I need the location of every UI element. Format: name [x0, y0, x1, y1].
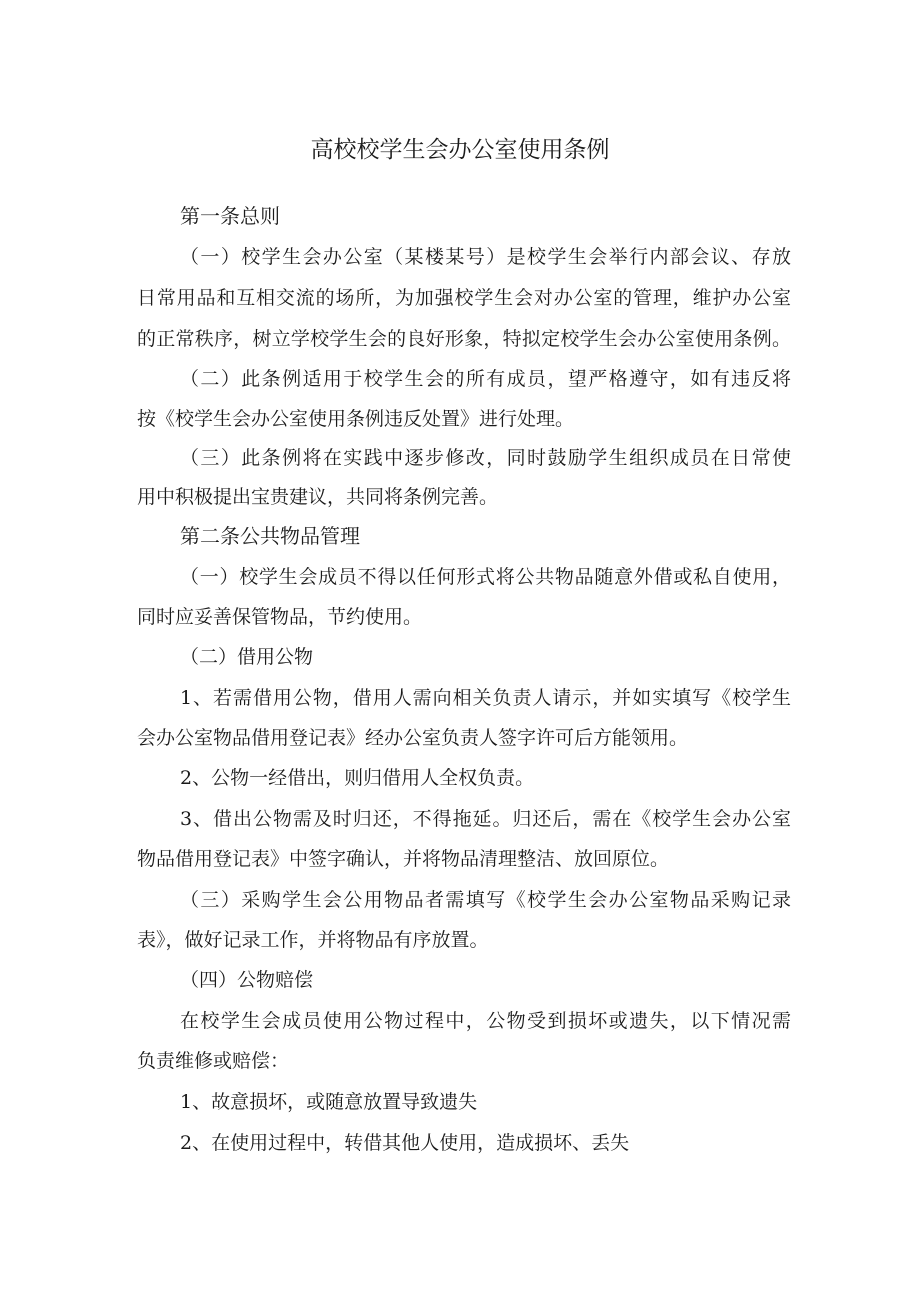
paragraph-line: 物品借用登记表》中签字确认，并将物品清理整洁、放回原位。 — [137, 848, 670, 870]
paragraph-line: 同时应妥善保管物品，节约使用。 — [137, 606, 423, 628]
paragraph-line: 2、公物一经借出，则归借用人全权负责。 — [180, 767, 535, 789]
paragraph-line: （二）此条例适用于校学生会的所有成员，望严格遵守，如有违反将 — [180, 368, 791, 390]
paragraph-line: 的正常秩序，树立学校学生会的良好形象，特拟定校学生会办公室使用条例。 — [137, 328, 791, 350]
paragraph-line: 在校学生会成员使用公物过程中，公物受到损坏或遗失，以下情况需 — [180, 1010, 791, 1032]
paragraph-line: （一）校学生会成员不得以任何形式将公共物品随意外借或私自使用， — [180, 566, 791, 588]
paragraph-line: 表》，做好记录工作，并将物品有序放置。 — [137, 929, 489, 951]
paragraph-line: 日常用品和互相交流的场所，为加强校学生会对办公室的管理，维护办公室 — [137, 287, 791, 309]
paragraph-line: 按《校学生会办公室使用条例违反处置》进行处理。 — [137, 408, 575, 430]
paragraph-line: （一）校学生会办公室（某楼某号）是校学生会举行内部会议、存放 — [180, 246, 791, 268]
paragraph-line: 2、在使用过程中，转借其他人使用，造成损坏、丢失 — [180, 1132, 630, 1154]
section-heading-1: 第一条总则 — [180, 204, 280, 228]
section-heading-2: 第二条公共物品管理 — [180, 524, 360, 548]
document-title: 高校校学生会办公室使用条例 — [310, 137, 610, 163]
paragraph-line: 1、若需借用公物，借用人需向相关负责人请示，并如实填写《校学生 — [180, 687, 791, 709]
paragraph-line: 负责维修或赔偿： — [137, 1050, 290, 1072]
paragraph-line: 会办公室物品借用登记表》经办公室负责人签字许可后方能领用。 — [137, 727, 689, 749]
paragraph-line: （四）公物赔偿 — [180, 969, 314, 991]
paragraph-line: 用中积极提出宝贵建议，共同将条例完善。 — [137, 486, 499, 508]
paragraph-line: 3、借出公物需及时归还，不得拖延。归还后，需在《校学生会办公室 — [180, 808, 791, 830]
paragraph-line: （三）此条例将在实践中逐步修改，同时鼓励学生组织成员在日常使 — [180, 447, 791, 469]
paragraph-line: （二）借用公物 — [180, 646, 314, 668]
paragraph-line: （三）采购学生会公用物品者需填写《校学生会办公室物品采购记录 — [180, 889, 791, 911]
paragraph-line: 1、故意损坏，或随意放置导致遗失 — [180, 1091, 478, 1113]
